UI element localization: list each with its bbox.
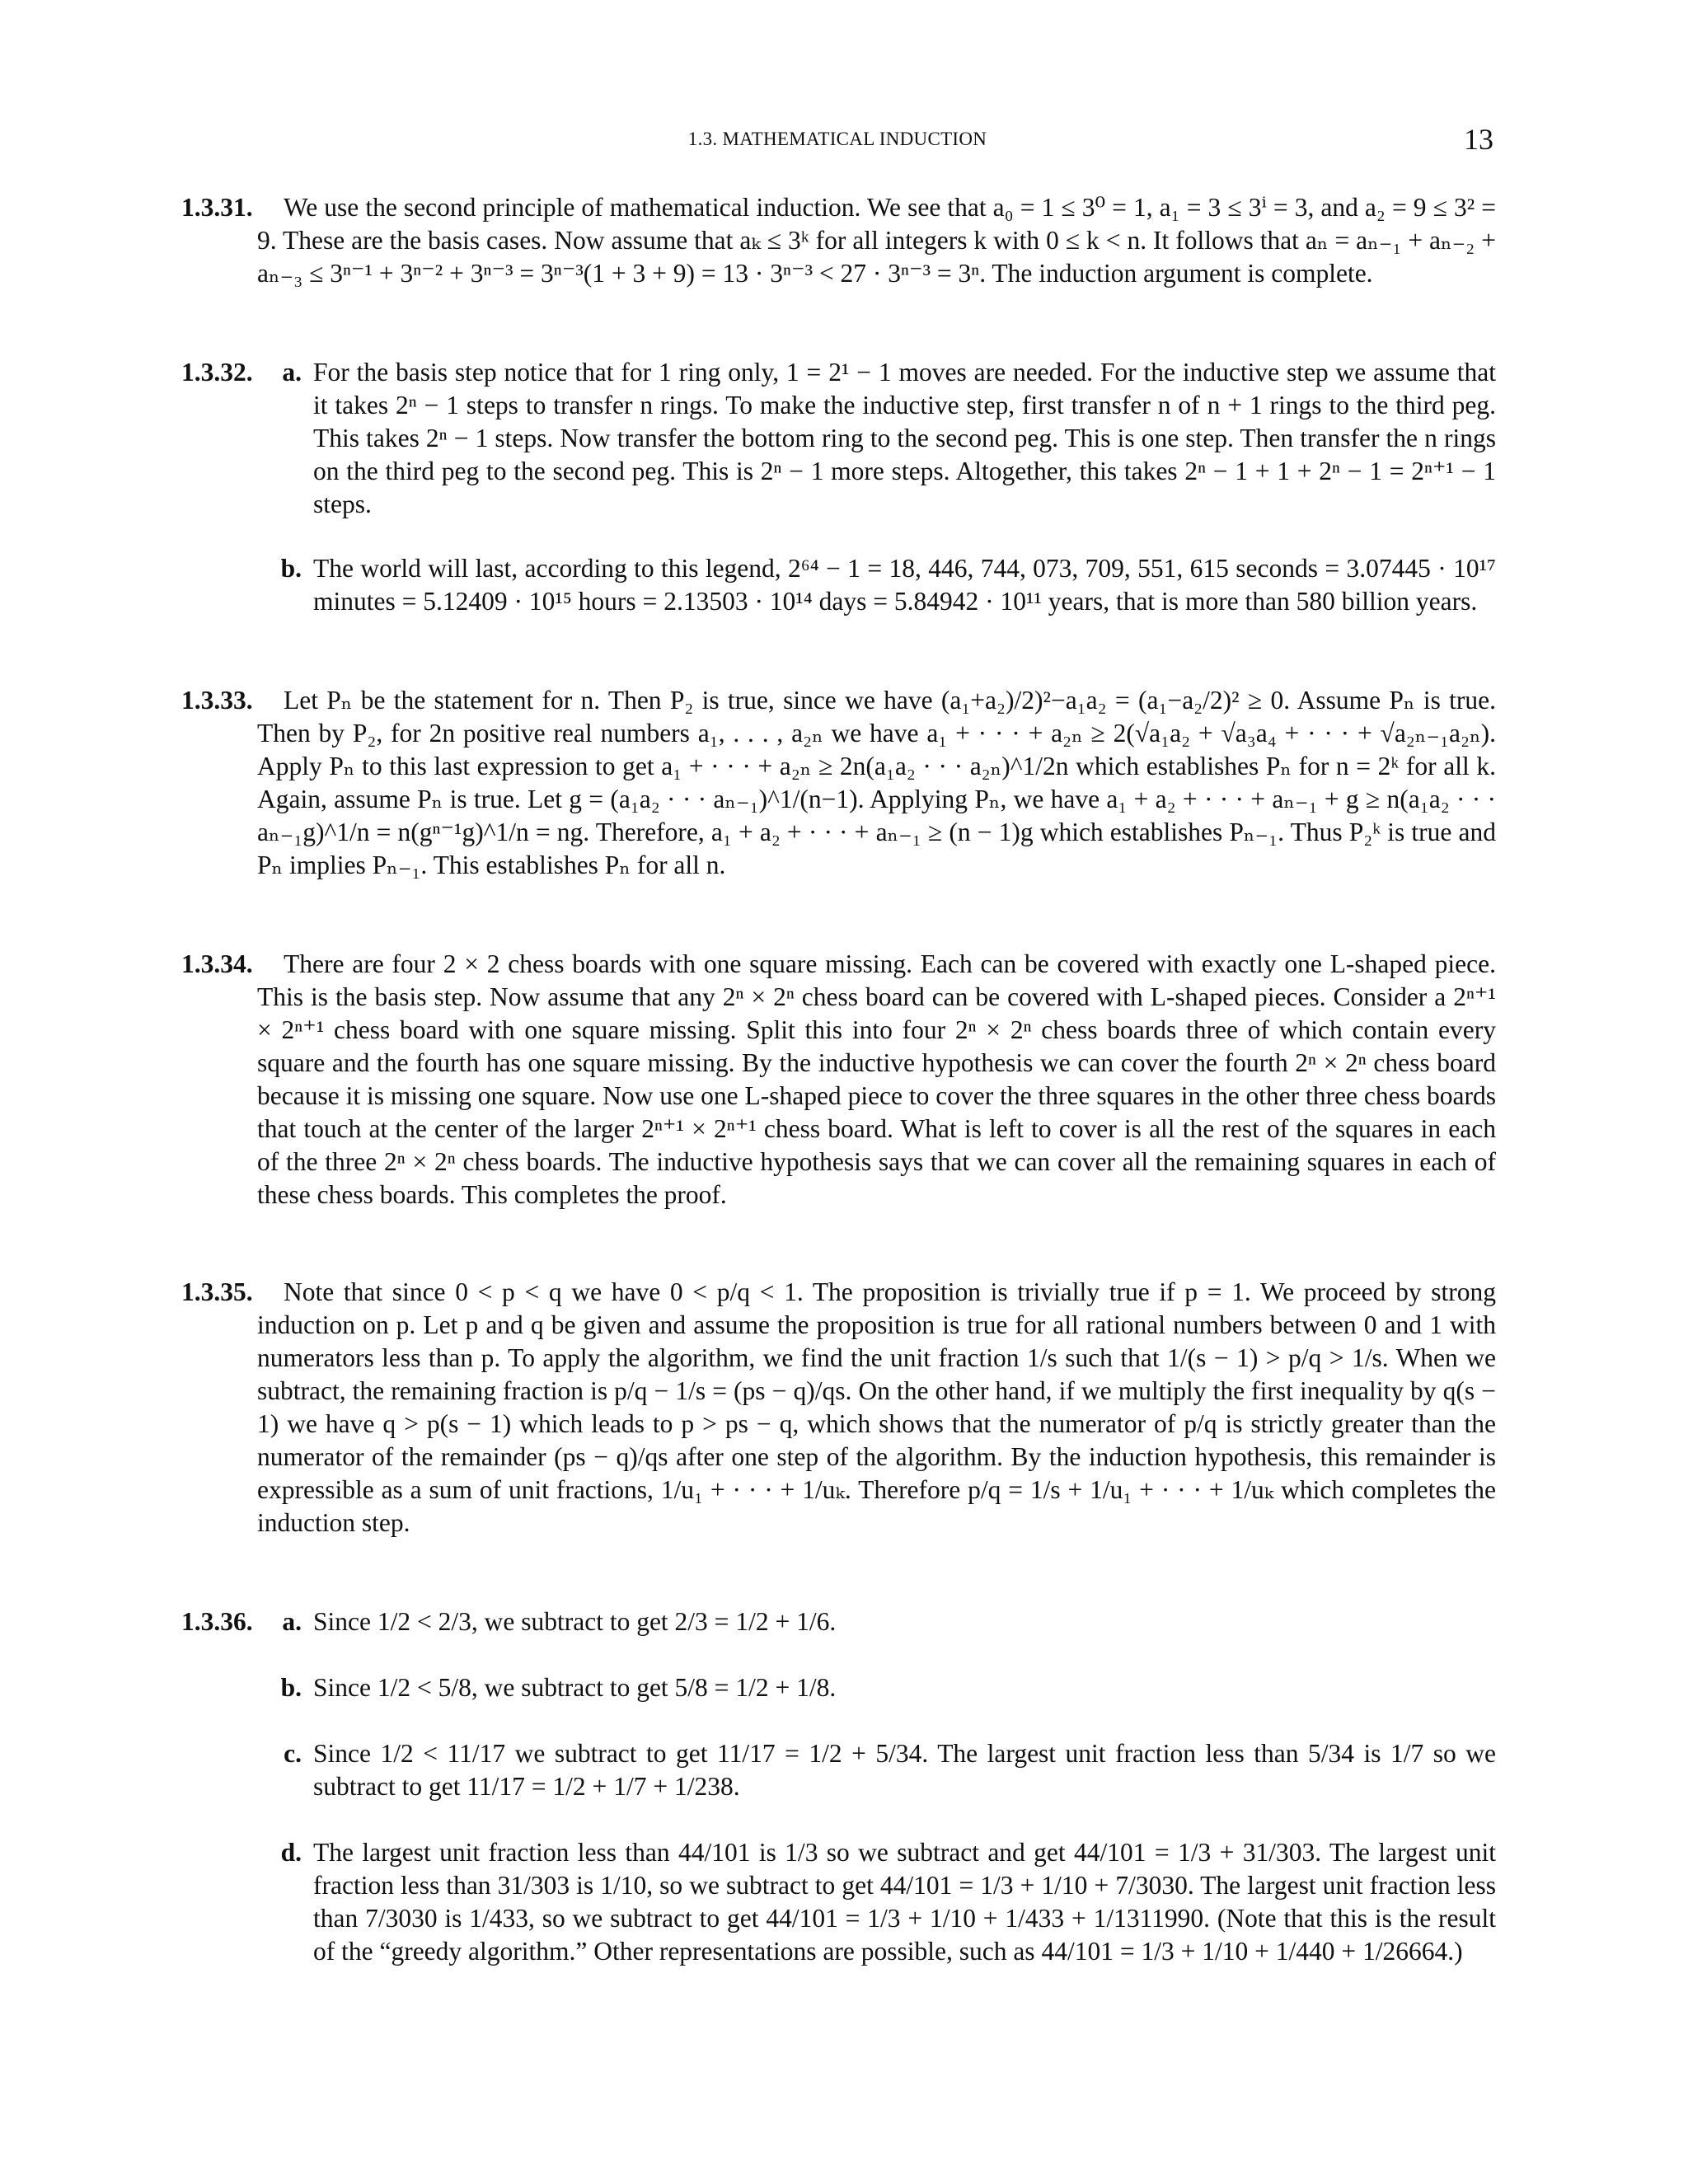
problem-1-3-32 — [181, 356, 1496, 521]
problem-body-text: Let Pₙ be the statement for n. Then P₂ is true, since we have (a₁+a₂)/2)²−a₁a₂ = (a₁−a₂/2)² ≥ 0. Assume Pₙ is true. Then by P₂, for 2n positive real numbers a₁, . . . , a₂ₙ we have a₁ + · · · + a₂ₙ ≥ 2(√a₁a₂ + √a₃a₄ + · · · + √a₂ₙ₋₁a₂ₙ). Apply Pₙ to this last expression to get a₁ + · · · + a₂ₙ ≥ 2n(a₁a₂ · · · a₂ₙ)^1/2n which establishes Pₙ for n = 2ᵏ for all k. Again, assume Pₙ is true. Let g = (a₁a₂ · · · aₙ₋₁)^1/(n−1). Applying Pₙ, we have a₁ + a₂ + · · · + aₙ₋₁ + g ≥ n(a₁a₂ · · · aₙ₋₁g)^1/n = n(gⁿ⁻¹g)^1/n = ng. Therefore, a₁ + a₂ + · · · + aₙ₋₁ ≥ (n − 1)g which establishes Pₙ₋₁. Thus P₂ᵏ is true and Pₙ implies Pₙ₋₁. This establishes Pₙ for all n. — [257, 686, 1496, 879]
part-b-text: Since 1/2 < 5/8, we subtract to get 5/8 = 1/2 + 1/8. — [313, 1673, 837, 1702]
part-label: d. — [280, 1838, 302, 1867]
problem-1-3-32-b — [181, 552, 1496, 618]
part-c-text: Since 1/2 < 11/17 we subtract to get 11/17 = 1/2 + 5/34. The largest unit fraction less than 5/34 is 1/7 so we subtract to get 11/17 = 1/2 + 1/7 + 1/238. — [313, 1739, 1496, 1801]
problem-1-3-36-b — [181, 1671, 1496, 1704]
part-label: a. — [282, 1607, 302, 1636]
problem-body-text: There are four 2 × 2 chess boards with one square missing. Each can be covered with exactly one L-shaped piece. This is the basis step. Now assume that any 2ⁿ × 2ⁿ chess board can be covered with L-shaped pieces. Consider a 2ⁿ⁺¹ × 2ⁿ⁺¹ chess board with one square missing. Split this into four 2ⁿ × 2ⁿ chess boards three of which contain every square and the fourth has one square missing. By the inductive hypothesis we can cover the fourth 2ⁿ × 2ⁿ chess board because it is missing one square. Now use one L-shaped piece to cover the three squares in the other three chess boards that touch at the center of the larger 2ⁿ⁺¹ × 2ⁿ⁺¹ chess board. What is left to cover is all the rest of the squares in each of the three 2ⁿ × 2ⁿ chess boards. The inductive hypothesis says that we can cover all the remaining squares in each of these chess boards. This completes the proof. — [257, 949, 1496, 1209]
problem-label: 1.3.33. — [181, 686, 253, 715]
problem-label: 1.3.34. — [181, 949, 253, 978]
problem-body-text: Note that since 0 < p < q we have 0 < p/q < 1. The proposition is trivially true if p = 1. We proceed by strong induction on p. Let p and q be given and assume the proposition is true for all rational numbers between 0 and 1 with numerators less than p. To apply the algorithm, we find the unit fraction 1/s such that 1/(s − 1) > p/q > 1/s. When we subtract, the remaining fraction is p/q − 1/s = (ps − q)/qs. On the other hand, if we multiply the first inequality by q(s − 1) we have q > p(s − 1) which leads to p > ps − q, which shows that the numerator of p/q is strictly greater than the numerator of the remainder (ps − q)/qs after one step of the algorithm. By the induction hypothesis, this remainder is expressible as a sum of unit fractions, 1/u₁ + · · · + 1/uₖ. Therefore p/q = 1/s + 1/u₁ + · · · + 1/uₖ which completes the induction step. — [257, 1277, 1496, 1537]
problem-body-text: We use the second principle of mathematical induction. We see that a₀ = 1 ≤ 3⁰ = 1, a₁ = 3 ≤ 3ⁱ = 3, and a₂ = 9 ≤ 3² = 9. These are the basis cases. Now assume that aₖ ≤ 3ᵏ for all integers k with 0 ≤ k < n. It follows that aₙ = aₙ₋₁ + aₙ₋₂ + aₙ₋₃ ≤ 3ⁿ⁻¹ + 3ⁿ⁻² + 3ⁿ⁻³ = 3ⁿ⁻³(1 + 3 + 9) = 13 · 3ⁿ⁻³ < 27 · 3ⁿ⁻³ = 3ⁿ. The induction argument is complete. — [257, 193, 1496, 288]
part-label: b. — [280, 1673, 302, 1702]
section-title: 1.3. MATHEMATICAL INDUCTION — [687, 129, 987, 149]
problem-1-3-36-d — [181, 1836, 1496, 1968]
problem-label: 1.3.36. — [181, 1607, 253, 1636]
problem-label: 1.3.35. — [181, 1277, 253, 1306]
problem-label: 1.3.31. — [181, 193, 253, 222]
problem-1-3-36-a — [181, 1605, 1496, 1638]
part-a-text: For the basis step notice that for 1 ring only, 1 = 2¹ − 1 moves are needed. For the inductive step we assume that it takes 2ⁿ − 1 steps to transfer n rings. To make the inductive step, first transfer n of n + 1 rings to the third peg. This takes 2ⁿ − 1 steps. Now transfer the bottom ring to the second peg. This is one step. Then transfer the n rings on the third peg to the second peg. This is 2ⁿ − 1 more steps. Altogether, this takes 2ⁿ − 1 + 1 + 2ⁿ − 1 = 2ⁿ⁺¹ − 1 steps. — [313, 358, 1496, 518]
part-a-text: Since 1/2 < 2/3, we subtract to get 2/3 = 1/2 + 1/6. — [313, 1607, 837, 1636]
part-b-text: The world will last, according to this legend, 2⁶⁴ − 1 = 18, 446, 744, 073, 709, 551, 615 seconds = 3.07445 · 10¹⁷ minutes = 5.12409 · 10¹⁵ hours = 2.13503 · 10¹⁴ days = 5.84942 · 10¹¹ years, that is more than 580 billion years. — [313, 554, 1496, 616]
running-header — [181, 122, 1493, 160]
part-label: b. — [280, 554, 302, 583]
page-number: 13 — [1464, 123, 1493, 156]
part-label: c. — [284, 1739, 302, 1768]
problem-1-3-33 — [181, 684, 1496, 882]
part-d-text: The largest unit fraction less than 44/101 is 1/3 so we subtract and get 44/101 = 1/3 + 31/303. The largest unit fraction less than 31/303 is 1/10, so we subtract to get 44/101 = 1/3 + 1/10 + 7/3030. The largest unit fraction less than 7/3030 is 1/433, so we subtract to get 44/101 = 1/3 + 1/10 + 1/433 + 1/1311990. (Note that this is the result of the “greedy algorithm.” Other representations are possible, such as 44/101 = 1/3 + 1/10 + 1/440 + 1/26664.) — [313, 1838, 1496, 1966]
problem-1-3-36-c — [181, 1737, 1496, 1803]
problem-1-3-35 — [181, 1276, 1496, 1540]
part-label: a. — [282, 358, 302, 387]
problem-label: 1.3.32. — [181, 358, 253, 387]
problem-1-3-34 — [181, 948, 1496, 1212]
problem-1-3-31-body — [181, 191, 1496, 290]
